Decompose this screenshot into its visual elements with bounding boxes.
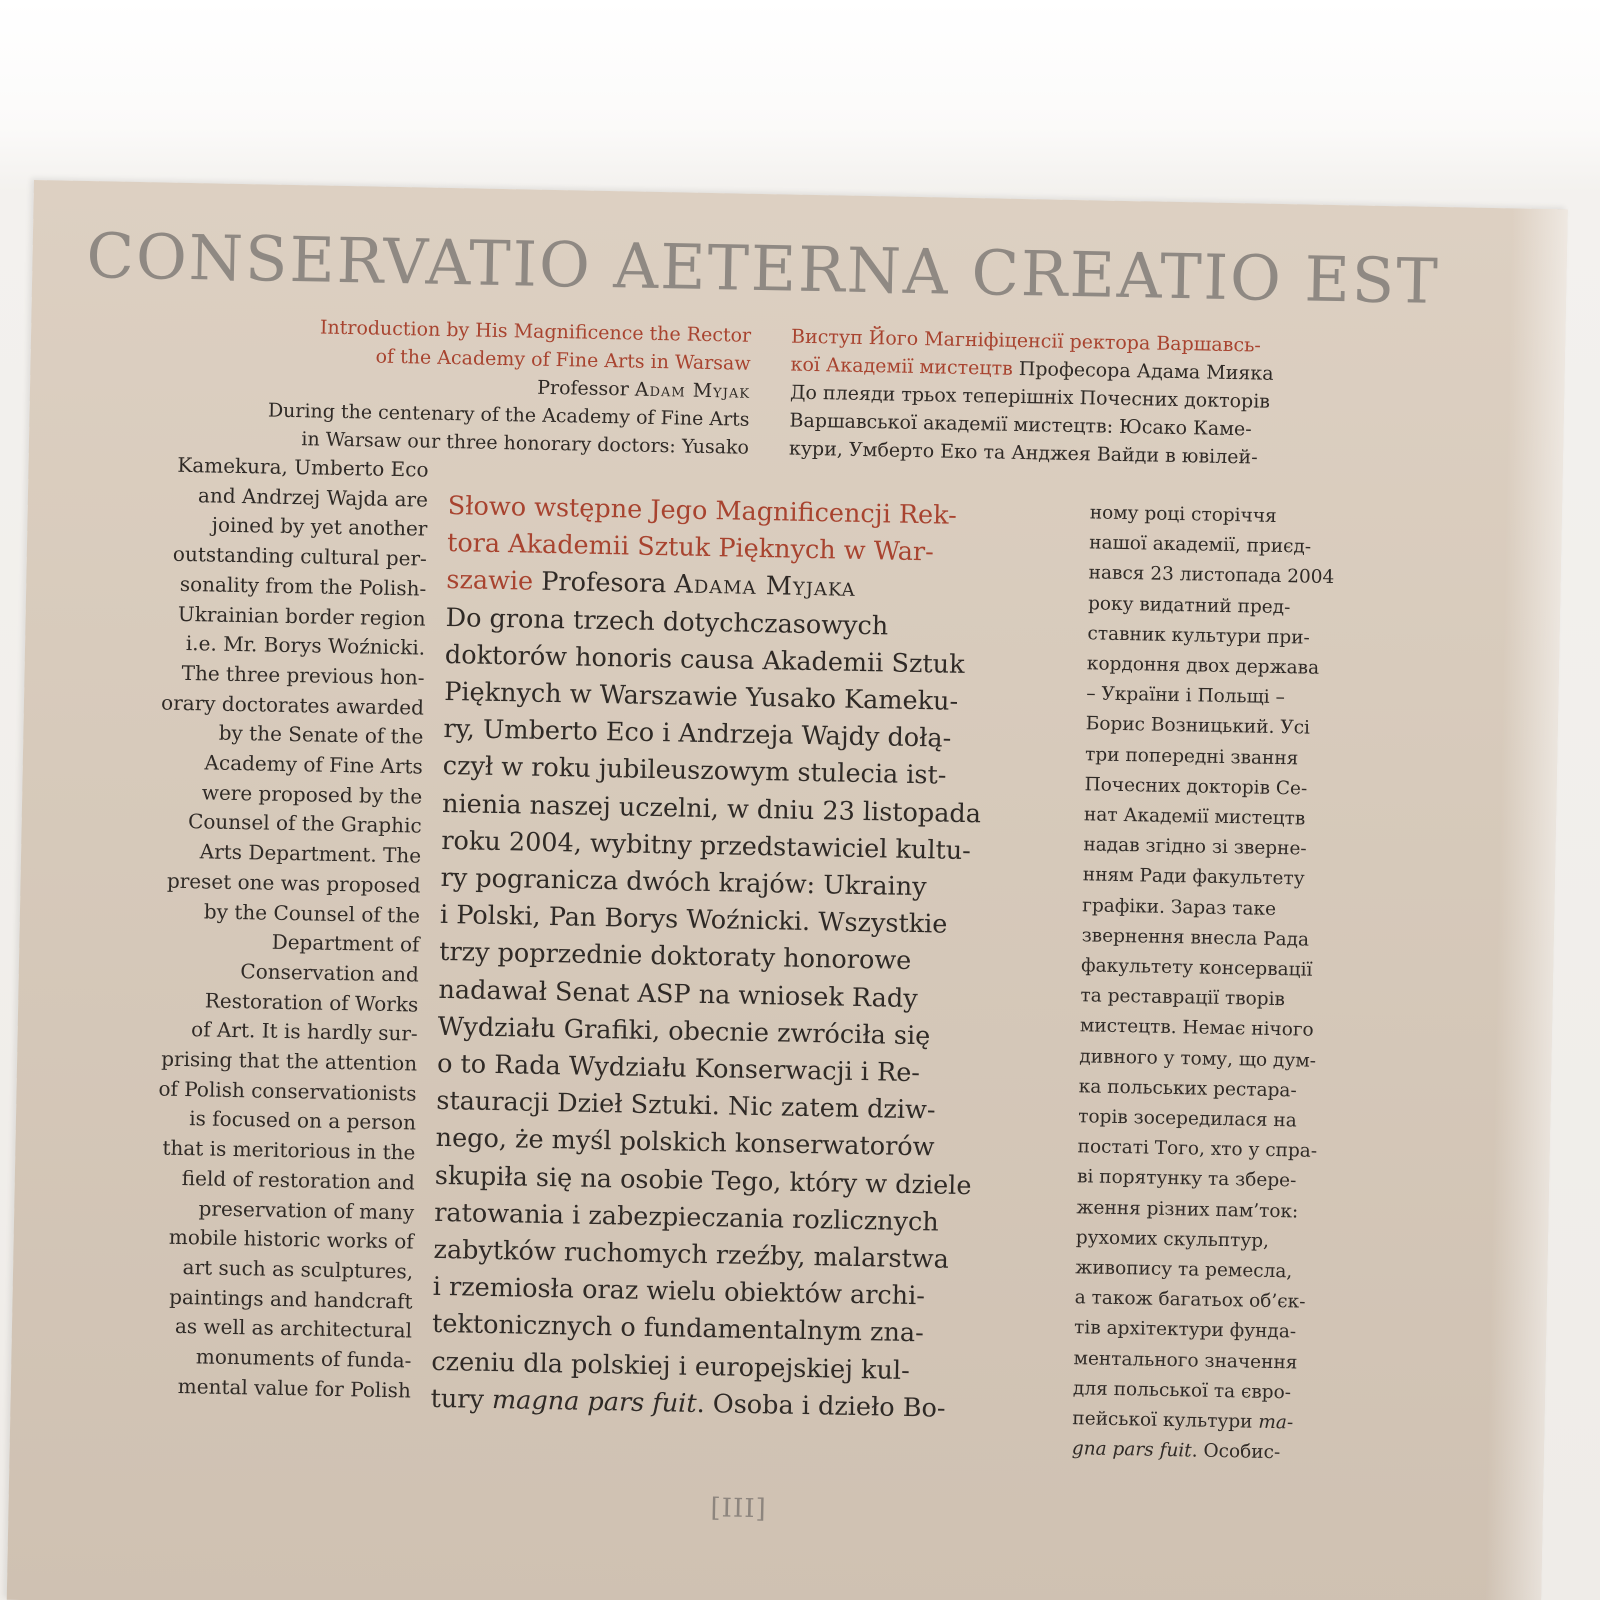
english-text-line: outstanding cultural per- xyxy=(172,541,428,571)
polish-text-line: ry pogranicza dwóch krajów: Ukrainy xyxy=(440,862,927,903)
english-text-line: by the Senate of the xyxy=(218,720,424,749)
ukrainian-text-line: нат Академії мистецтв xyxy=(1083,804,1306,830)
polish-text-line: i rzemiosła oraz wielu obiektów archi- xyxy=(432,1272,926,1312)
ukrainian-text-line: для польської та євро- xyxy=(1072,1378,1292,1404)
polish-author-prefix: Profesora xyxy=(540,567,675,600)
polish-text-line: o to Rada Wydziału Konserwacji i Re- xyxy=(436,1048,921,1089)
ukrainian-body xyxy=(1072,498,1470,1441)
polish-author-name: Adama Myjaka xyxy=(674,569,856,604)
ukrainian-text-line: року видатний пред- xyxy=(1087,592,1291,618)
english-text-line: Kamekura, Umberto Eco xyxy=(177,452,429,482)
ukrainian-last-italic: ma- xyxy=(1258,1411,1294,1434)
polish-body xyxy=(431,600,1086,1393)
polish-text-line: ratowania i zabezpieczania rozlicznych xyxy=(433,1197,940,1238)
english-text-line: mental value for Polish xyxy=(177,1373,412,1403)
english-author-name: Adam Myjak xyxy=(634,378,751,403)
ukrainian-text-line: Почесних докторів Се- xyxy=(1084,774,1308,800)
english-text-line: preset one was proposed xyxy=(166,868,421,898)
english-text-line: Arts Department. The xyxy=(199,839,422,868)
ukrainian-text-line: – України і Польщі – xyxy=(1086,683,1286,709)
polish-text-line: trzy poprzednie doktoraty honorowe xyxy=(438,937,912,977)
english-text-line: field of restoration and xyxy=(181,1165,416,1195)
english-intro-line: of the Academy of Fine Arts in Warsaw xyxy=(375,345,751,375)
english-text-line: joined by yet another xyxy=(211,512,428,542)
english-text-line: i.e. Mr. Borys Woźnicki. xyxy=(185,631,426,660)
polish-text-line: Pięknych w Warszawie Yusako Kameku- xyxy=(443,676,959,717)
ukrainian-intro-line: кої Академії мистецтв xyxy=(790,353,1020,380)
english-text-line: sonality from the Polish- xyxy=(179,571,427,601)
polish-last-rest: . Osoba i dzieło Bo- xyxy=(696,1388,946,1424)
polish-text-line: skupiła się na osobie Tego, który w dziele xyxy=(434,1160,972,1201)
ukrainian-text-line: факультету консервації xyxy=(1080,955,1313,981)
polish-text-line: zabytków ruchomych rzeźby, malarstwa xyxy=(433,1234,950,1275)
ukrainian-final-rest: . Особис- xyxy=(1191,1440,1281,1464)
english-text-line: Conservation and xyxy=(240,959,420,987)
english-text-line: paintings and handcraft xyxy=(169,1284,413,1314)
english-text-line: Restoration of Works xyxy=(204,988,419,1017)
polish-last-italic: magna pars fuit xyxy=(491,1384,697,1419)
ukrainian-text-line: ві порятунку та збере- xyxy=(1076,1166,1297,1192)
polish-text-line: Wydziału Grafiki, obecnie zwróciła się xyxy=(437,1011,931,1052)
english-text-line: in Warsaw our three honorary doctors: Yusako xyxy=(301,428,750,459)
ukrainian-text-line: пейської культури xyxy=(1072,1408,1259,1433)
english-text-line: and Andrzej Wajda are xyxy=(197,482,429,512)
polish-text-line: nienia naszej uczelni, w dniu 23 listopada xyxy=(441,788,982,829)
polish-column xyxy=(430,488,1088,1430)
ukrainian-text-line: графіки. Зараз таке xyxy=(1082,894,1277,920)
polish-text-line: ry, Umberto Eco i Andrzeja Wajdy dołą- xyxy=(443,714,952,754)
english-text-line: During the centenary of the Academy of Fine Arts xyxy=(267,399,750,431)
english-text-line: were proposed by the xyxy=(201,780,423,809)
ukrainian-final-italic: gna pars fuit xyxy=(1071,1438,1192,1462)
page-number: [III] xyxy=(710,1493,767,1525)
ukrainian-author: Професора Адама Мияка xyxy=(1018,357,1274,385)
english-text-line: Department of xyxy=(271,929,420,957)
ukrainian-text-line: ментального значення xyxy=(1073,1347,1298,1374)
english-text-line: Ukrainian border region xyxy=(177,601,426,631)
english-column xyxy=(51,449,429,1406)
english-text-line: as well as architectural xyxy=(174,1314,413,1343)
polish-last-prefix: tury xyxy=(430,1383,493,1415)
ukrainian-text-line: тів архітектури фунда- xyxy=(1073,1317,1297,1343)
ukrainian-text-line: ка польських рестара- xyxy=(1078,1076,1297,1102)
page-title: CONSERVATIO AETERNA CREATIO EST xyxy=(85,219,1441,318)
english-text-line: by the Counsel of the xyxy=(203,898,421,928)
ukrainian-text-line: ному році сторіччя xyxy=(1089,502,1277,527)
english-text-line: is focused on a person xyxy=(189,1106,417,1135)
english-text-line: orary doctorates awarded xyxy=(160,690,425,720)
ukrainian-text-line: ставник культури при- xyxy=(1087,623,1310,649)
ukrainian-text-line: постаті Того, хто у спра- xyxy=(1077,1136,1318,1163)
english-text-line: of Polish conservationists xyxy=(158,1076,417,1106)
polish-text-line: i Polski, Pan Borys Woźnicki. Wszystkie xyxy=(439,900,948,940)
english-text-line: Academy of Fine Arts xyxy=(204,750,424,779)
ukrainian-text-line: мистецтв. Немає нічого xyxy=(1079,1015,1314,1042)
english-header xyxy=(109,310,752,462)
english-text-line: that is meritorious in the xyxy=(162,1135,416,1165)
polish-text-line: czył w roku jubileuszowym stulecia ist- xyxy=(442,751,947,792)
polish-heading-line: tora Akademii Sztuk Pięknych w War- xyxy=(446,528,935,568)
ukrainian-text-line: нашої академії, приєд- xyxy=(1089,532,1312,558)
ukrainian-text-line: дивного у тому, що дум- xyxy=(1079,1045,1317,1072)
english-text-line: prising that the attention xyxy=(161,1046,418,1076)
ukrainian-header xyxy=(789,323,1372,474)
ukrainian-text-line: звернення внесла Рада xyxy=(1081,925,1310,951)
ukrainian-text-line: надав згідно зі зверне- xyxy=(1083,834,1307,860)
english-text-line: art such as sculptures, xyxy=(182,1255,414,1284)
english-text-line: of Art. It is hardly sur- xyxy=(190,1017,418,1046)
english-text-line: The three previous hon- xyxy=(181,660,425,690)
polish-text-line: stauracji Dzieł Sztuki. Nic zatem dziw- xyxy=(436,1086,936,1126)
ukrainian-text-line: рухомих скульптур, xyxy=(1075,1227,1270,1252)
ukrainian-intro-line: Виступ Його Магніфіценсії ректора Варшавсь- xyxy=(790,325,1262,357)
english-text-line: monuments of funda- xyxy=(195,1344,412,1373)
ukrainian-text-line: ження різних пам’ток: xyxy=(1076,1196,1299,1223)
ukrainian-text-line: а також багатьох об’єк- xyxy=(1074,1287,1306,1313)
ukrainian-text-line: живопису та ремесла, xyxy=(1075,1257,1293,1283)
polish-text-line: roku 2004, wybitny przedstawiciel kultu- xyxy=(441,825,972,866)
english-text-line: preservation of many xyxy=(198,1195,415,1225)
book-page xyxy=(7,180,1568,1600)
polish-text-line: nego, że myśl polskich konserwatorów xyxy=(435,1123,935,1163)
polish-heading-line: Słowo wstępne Jego Magnificencji Rek- xyxy=(447,491,958,531)
polish-text-line: Do grona trzech dotychczasowych xyxy=(445,602,889,642)
english-text-line: mobile historic works of xyxy=(168,1225,414,1254)
ukrainian-text-line: До плеяди трьох теперішніх Почесних докторів xyxy=(789,381,1271,413)
ukrainian-text-line: три попередні звання xyxy=(1084,743,1299,770)
polish-heading-line: szawie xyxy=(446,565,542,598)
ukrainian-text-line: Борис Возницький. Усі xyxy=(1085,713,1311,740)
ukrainian-final-line xyxy=(1072,1434,1453,1471)
polish-text-line: tektonicznych o fundamentalnym zna- xyxy=(431,1309,924,1349)
polish-text-line: nadawał Senat ASP na wniosek Rady xyxy=(438,974,918,1014)
ukrainian-text-line: Варшавської академії мистецтв: Юсако Каме- xyxy=(789,409,1252,441)
page-edge-highlight xyxy=(1484,208,1567,1600)
ukrainian-text-line: та реставрації творів xyxy=(1080,985,1286,1011)
ukrainian-text-line: кордоння двох держава xyxy=(1086,653,1320,679)
polish-text-line: doktorów honoris causa Akademii Sztuk xyxy=(444,639,965,680)
english-text-line: Counsel of the Graphic xyxy=(187,809,422,838)
english-intro-line: Introduction by His Magnificence the Rector xyxy=(319,316,752,347)
ukrainian-text-line: нався 23 листопада 2004 xyxy=(1088,562,1335,589)
ukrainian-text-line: кури, Умберто Еко та Анджея Вайди в ювілей- xyxy=(788,437,1258,469)
polish-text-line: czeniu dla polskiej i europejskiej kul- xyxy=(431,1346,911,1386)
english-author-prefix: Professor xyxy=(537,376,636,401)
ukrainian-text-line: нням Ради факультету xyxy=(1082,864,1305,890)
ukrainian-text-line: торів зосередилася на xyxy=(1078,1106,1297,1132)
ukrainian-column xyxy=(1072,498,1470,1472)
